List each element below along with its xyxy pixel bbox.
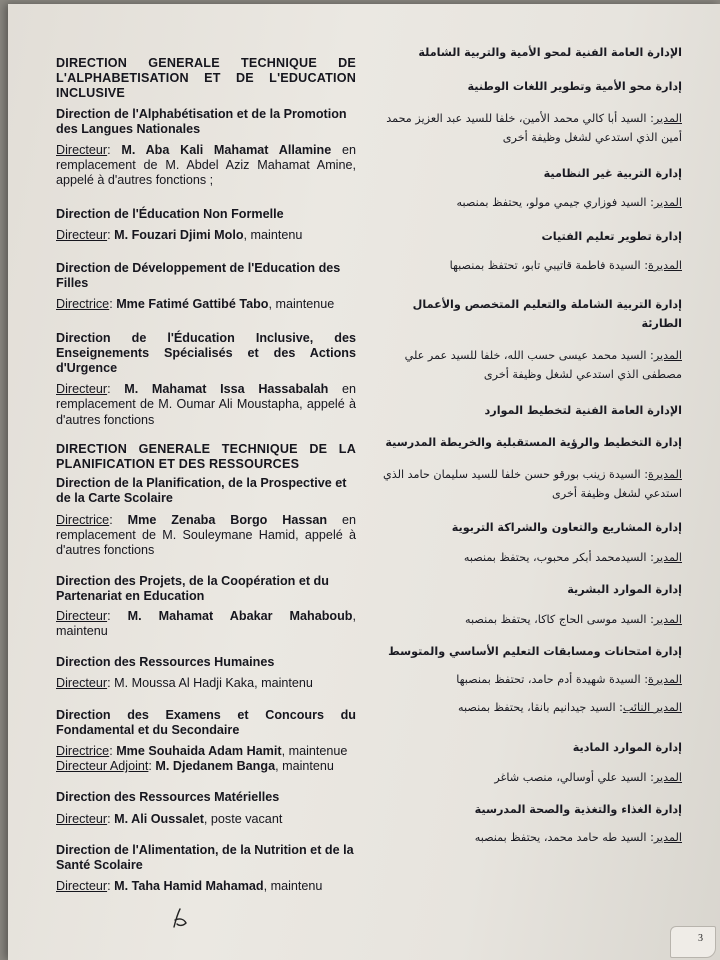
role-label-ar: المدير: [653, 349, 682, 362]
appointment-text-ar: : السيدة شهيدة أدم حامد، تحتفظ بمنصبها: [456, 673, 648, 686]
appointment-entry: Directeur: M. Ali Oussalet, poste vacant: [56, 811, 283, 826]
directorate-title: Direction de l'Éducation Non Formelle: [56, 206, 284, 221]
appointee-name: M. Djedanem Banga: [155, 759, 276, 774]
appointment-note: , maintenu: [243, 227, 303, 242]
role-label-ar: المديرة: [647, 673, 682, 686]
directorate-title: Direction de Développement de l'Education des Filles: [56, 261, 341, 291]
role-label: Directeur: [56, 227, 108, 242]
appointment-text-ar: : السيد موسى الحاج كاكا، يحتفظ بمنصبه: [465, 613, 654, 626]
page-number: 3: [698, 933, 703, 944]
appointee-name: M. Aba Kali Mahamat Allamine: [121, 143, 332, 158]
general-directorate-heading-ar: الإدارة العامة الفنية لتخطيط الموارد: [484, 404, 682, 417]
appointee-name: Mme Souhaida Adam Hamit: [116, 743, 282, 758]
directorate-title-ar: إدارة التربية غير النظامية: [543, 167, 682, 180]
role-label: Directeur: [56, 811, 108, 826]
appointment-entry: Directeur Adjoint: M. Djedanem Banga, maintenu: [56, 759, 334, 774]
directorate-title-ar: إدارة محو الأمية وتطوير اللغات الوطنية: [467, 80, 682, 93]
appointee-name: M. Mahamat Issa Hassabalah: [124, 382, 329, 397]
role-label-ar: المدير: [653, 112, 682, 125]
appointment-entry: Directeur: M. Moussa Al Hadji Kaka, maintenu: [56, 676, 313, 691]
appointee-name: M. Taha Hamid Mahamad: [114, 879, 264, 894]
appointment-text-ar: : السيدمحمد أبكر محبوب، يحتفظ بمنصبه: [463, 551, 654, 564]
directorate-title: Direction des Examens et Concours du Fondamental et du Secondaire: [56, 707, 356, 737]
directorate-title-ar: إدارة الموارد المادية: [572, 741, 682, 754]
directorate-title-ar: إدارة تطوير تعليم الفتيات: [541, 230, 682, 243]
appointment-entry-ar: [380, 259, 682, 273]
appointment-entry: Directrice: Mme Zenaba Borgo Hassan en remplacement de M. Souleymane Hamid, appelé à d'autres fonctions: [56, 512, 357, 558]
appointment-text-ar: : السيد طه حامد محمد، يحتفظ بمنصبه: [474, 831, 654, 844]
appointment-note: , maintenu: [254, 676, 313, 691]
appointment-note: en remplacement de M. Souleymane Hamid, appelé à d'autres fonctions: [56, 512, 357, 558]
arabic-column: [380, 46, 682, 845]
appointee-name: M. Fouzari Djimi Molo: [114, 227, 244, 242]
appointment-note: en remplacement de M. Oumar Ali Moustapha, appelé à d'autres fonctions: [56, 382, 357, 427]
appointment-note: , maintenue: [268, 297, 335, 312]
appointment-entry: Directeur: M. Taha Hamid Mahamad, maintenu: [56, 879, 323, 894]
directorate-title: Direction des Ressources Matérielles: [56, 790, 280, 805]
french-column: [56, 56, 356, 894]
directorate-title-ar: إدارة المشاريع والتعاون والشراكة التربوية: [451, 521, 682, 534]
appointment-text-ar: : السيد محمد عيسى حسب الله، خلفا للسيد عمر علي مصطفى الذي استدعي لشغل وظيفة أخرى: [404, 349, 682, 381]
appointment-entry-ar: [380, 551, 682, 565]
general-directorate-heading: DIRECTION GENERALE TECHNIQUE DE LA PLANIFICATION ET DES RESSOURCES: [56, 441, 356, 472]
role-label: Directeur: [56, 879, 108, 894]
role-label-ar: المدير: [653, 196, 682, 209]
appointment-entry-ar: [380, 109, 682, 147]
appointee-name: M. Ali Oussalet: [114, 811, 204, 826]
role-label: Directeur: [56, 608, 108, 623]
appointment-text-ar: : السيدة فاطمة قاتيبي تابو، تحتفظ بمنصبها: [449, 259, 648, 272]
appointment-entry-ar: [380, 196, 682, 210]
directorate-title-ar: إدارة الغذاء والتغذية والصحة المدرسية: [474, 803, 682, 816]
appointment-entry-ar: [380, 673, 682, 687]
page-number-box: [670, 926, 716, 958]
appointee-name: Mme Fatimé Gattibé Tabo: [116, 297, 269, 312]
role-label: Directeur: [56, 676, 108, 691]
general-directorate-heading-ar: الإدارة العامة الفنية لمحو الأمية والتربية الشاملة: [418, 46, 682, 59]
appointee-name: M. Moussa Al Hadji Kaka: [114, 676, 255, 691]
role-label-ar: المدير: [653, 551, 682, 564]
role-label-ar: المدير: [653, 771, 682, 784]
appointment-entry: Directeur: M. Aba Kali Mahamat Allamine en remplacement de M. Abdel Aziz Mahamat Amine, appelé à d'autres fonctions ;: [56, 143, 357, 188]
directorate-title-ar: إدارة التخطيط والرؤية المستقبلية والخريطة المدرسية: [385, 436, 682, 449]
appointment-entry: Directrice: Mme Fatimé Gattibé Tabo, maintenue: [56, 297, 335, 312]
appointment-entry-ar: [380, 831, 682, 845]
directorate-title: Direction de l'Éducation Inclusive, des Enseignements Spécialisés et des Actions d'Urgence: [56, 330, 356, 376]
appointment-note: , maintenu: [275, 759, 334, 774]
appointment-entry-ar: [380, 771, 682, 785]
role-label-ar: المدير النائب: [622, 701, 682, 714]
appointment-text-ar: : السيد أبا كالي محمد الأمين، خلفا للسيد عبد العزيز محمد أمين الذي استدعي لشغل وظيفة أخرى: [386, 112, 682, 144]
appointment-text-ar: : السيد علي أوسالي، منصب شاغر: [494, 771, 654, 784]
appointment-entry-ar: [380, 465, 682, 503]
appointment-entry: Directeur: M. Fouzari Djimi Molo, maintenu: [56, 227, 303, 242]
role-label-ar: المدير: [653, 831, 682, 844]
directorate-title-ar: إدارة التربية الشاملة والتعليم المتخصص والأعمال الطارئة: [412, 298, 682, 330]
appointment-note: , maintenu: [263, 879, 323, 894]
appointment-entry-ar: [380, 346, 682, 384]
general-directorate-heading: DIRECTION GENERALE TECHNIQUE DE L'ALPHABETISATION ET DE L'EDUCATION INCLUSIVE: [56, 56, 356, 101]
appointment-entry-ar: [380, 613, 682, 627]
appointment-note: , maintenue: [281, 743, 348, 758]
role-label-ar: المدير: [653, 613, 682, 626]
document-page: [8, 4, 720, 960]
appointee-name: Mme Zenaba Borgo Hassan: [127, 512, 328, 527]
role-label: Directrice: [56, 512, 110, 527]
appointment-entry: Directeur: M. Mahamat Abakar Mahaboub, maintenu: [56, 608, 356, 638]
role-label: Directrice: [56, 297, 110, 312]
directorate-title: Direction de l'Alphabétisation et de la Promotion des Langues Nationales: [56, 106, 347, 136]
role-label: Directeur: [56, 143, 108, 158]
appointment-text-ar: : السيد جيدانيم بانقا، يحتفظ بمنصبه: [458, 701, 623, 714]
role-label: Directrice: [56, 743, 110, 758]
handwritten-initial-mark: [166, 905, 192, 931]
directorate-title: Direction de l'Alimentation, de la Nutrition et de la Santé Scolaire: [56, 842, 354, 872]
appointment-note: , maintenu: [56, 608, 356, 638]
directorate-title: Direction de la Planification, de la Prospective et de la Carte Scolaire: [56, 476, 347, 506]
appointment-note: , poste vacant: [203, 811, 283, 826]
role-label-ar: المديرة: [647, 468, 682, 481]
appointment-text-ar: : السيدة زينب بورقو حسن خلفا للسيد سليمان حامد الذي استدعي لشغل وظيفة أخرى: [382, 468, 682, 500]
appointee-name: M. Mahamat Abakar Mahaboub: [127, 608, 353, 623]
role-label-ar: المديرة: [647, 259, 682, 272]
appointment-entry: Directrice: Mme Souhaida Adam Hamit, maintenue: [56, 743, 348, 758]
appointment-entry: Directeur: M. Mahamat Issa Hassabalah en remplacement de M. Oumar Ali Moustapha, appelé à d'autres fonctions: [56, 382, 357, 427]
directorate-title-ar: إدارة امتحانات ومسابقات التعليم الأساسي والمتوسط: [388, 645, 682, 658]
role-label: Directeur: [56, 382, 108, 397]
appointment-text-ar: : السيد فوزاري جيمي مولو، يحتفظ بمنصبه: [456, 196, 654, 209]
appointment-entry-ar: [380, 701, 682, 715]
directorate-title: Direction des Ressources Humaines: [56, 655, 275, 670]
appointment-note: en remplacement de M. Abdel Aziz Mahamat Amine, appelé à d'autres fonctions ;: [56, 143, 357, 188]
role-label: Directeur Adjoint: [56, 759, 149, 774]
directorate-title: Direction des Projets, de la Coopération et du Partenariat en Education: [56, 574, 329, 604]
directorate-title-ar: إدارة الموارد البشرية: [567, 583, 682, 596]
